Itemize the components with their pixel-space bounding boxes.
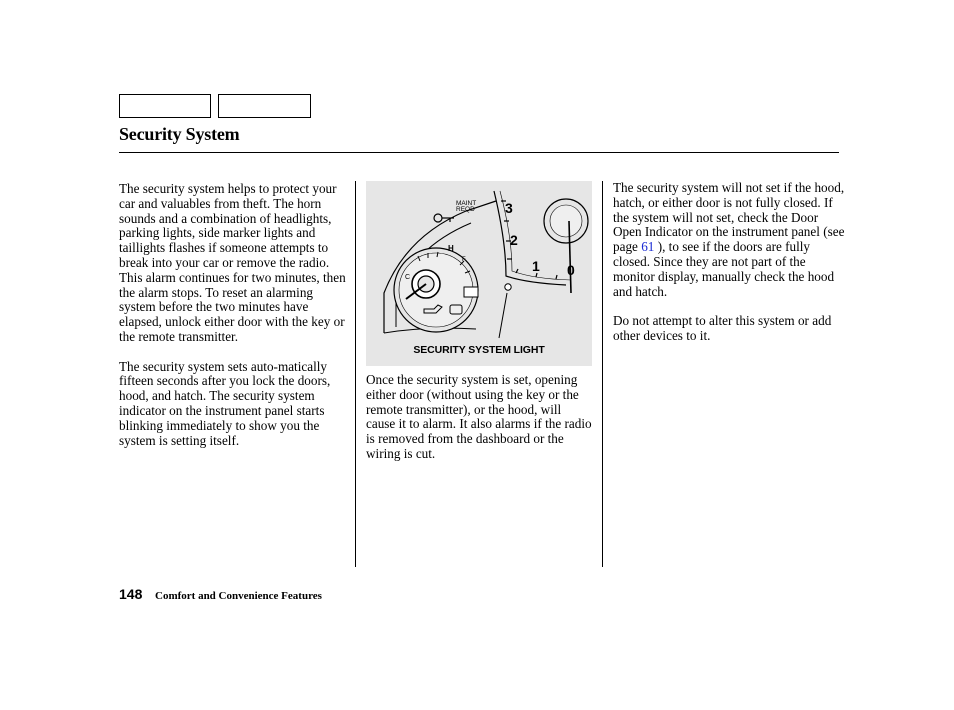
nav-tab-2[interactable]: [218, 94, 311, 118]
column-divider-1: [355, 181, 356, 567]
instrument-panel-illustration: [366, 181, 592, 366]
paragraph-do-not-alter: Do not attempt to alter this system or add other devices to it.: [613, 313, 832, 343]
figure-caption: SECURITY SYSTEM LIGHT: [413, 344, 545, 356]
nav-tab-1[interactable]: [119, 94, 211, 118]
column-2: [366, 373, 592, 462]
tach-label-3: 3: [505, 200, 513, 216]
paragraph-alarm: The security system helps to protect your car and valuables from theft. The horn sounds and a combination of headlights, parking lights, side marker lights and taillights flashes if someone attempts to break into your car or remove the radio. This alarm continues for two minutes, then the alarm stops. To reset an alarming system before the two minutes have elapsed, unlock either door with the key or the remote transmitter.: [119, 181, 346, 344]
tach-label-1: 1: [532, 258, 540, 274]
column-divider-2: [602, 181, 603, 567]
paragraph-alarm-trigger: Once the security system is set, opening either door (without using the key or the remote transmitter), or the hood, will cause it to alarm. It also alarms if the radio is removed from the dashboard or the wiring is cut.: [366, 372, 592, 461]
security-system-light-figure: [366, 181, 592, 366]
battery-icon: [464, 287, 478, 297]
key-icon: [434, 214, 442, 222]
section-title[interactable]: Comfort and Convenience Features: [155, 590, 322, 602]
tach-label-0: 0: [567, 262, 575, 278]
page-title: Security System: [119, 124, 240, 144]
callout-line: [499, 293, 507, 338]
tach-label-2: 2: [510, 232, 518, 248]
temp-hot-label: H: [448, 244, 454, 253]
page-61-link[interactable]: 61: [641, 239, 655, 255]
paragraph-auto-set: The security system sets auto-matically fifteen seconds after you lock the doors, hood, and hatch. The security system indicator on the instrument panel starts blinking immediately to show you the system is setting itself.: [119, 358, 331, 448]
column-1: [119, 182, 347, 448]
page-number: 148: [119, 586, 143, 602]
speedometer-inner: [550, 205, 582, 237]
fuel-full-label: F: [462, 257, 466, 263]
column-3: [613, 181, 845, 344]
paragraph-not-set: The security system will not set if the hood, hatch, or either door is not fully closed. If the system will not set, check the Door Open Indicator on the instrument panel (see page 61 ), to see if the doors are fully closed. Since they are not part of the monitor display, manually check the hood and hatch.: [613, 180, 845, 299]
maint-reqd-label-1: MAINT: [456, 200, 477, 207]
temp-cold-label: C: [405, 274, 411, 281]
maint-reqd-label-2: REQD: [456, 206, 475, 213]
security-light-icon: [505, 284, 511, 290]
title-rule: [119, 152, 839, 153]
